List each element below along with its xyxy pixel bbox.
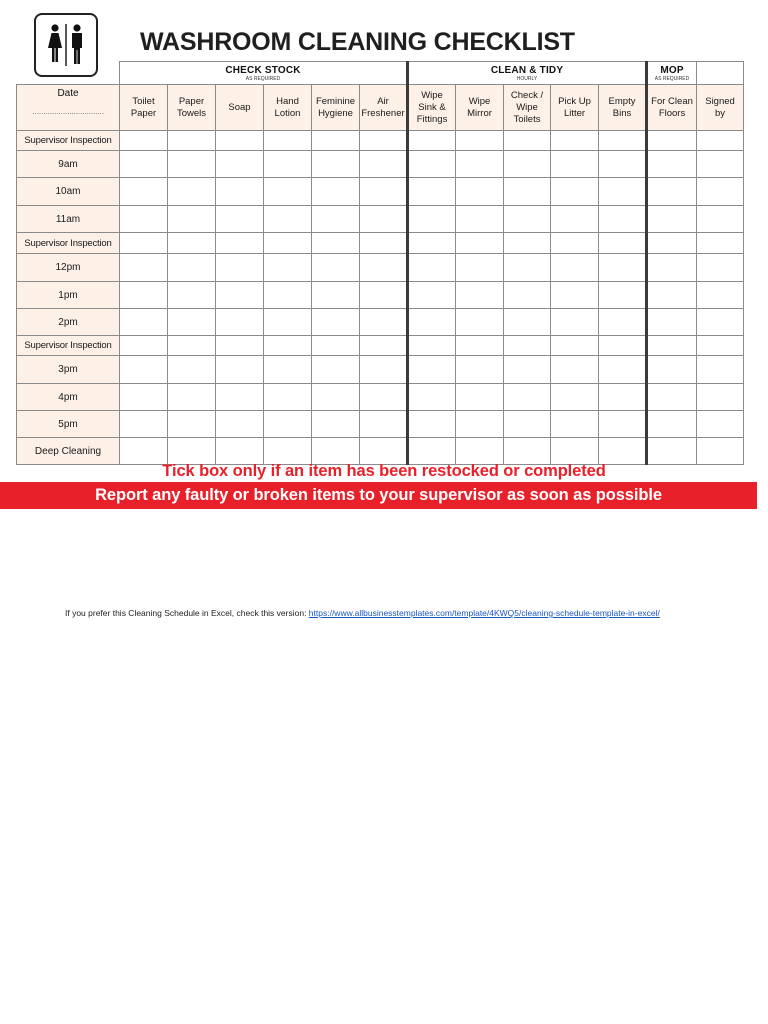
checkbox-cell[interactable]	[360, 384, 408, 411]
checkbox-cell[interactable]	[647, 254, 697, 282]
checkbox-cell[interactable]	[456, 438, 504, 465]
table-row	[17, 206, 744, 233]
checkbox-cell[interactable]	[264, 309, 312, 336]
column-header-line: by	[715, 107, 726, 119]
checkbox-cell[interactable]	[312, 384, 360, 411]
checkbox-cell[interactable]	[647, 178, 697, 206]
group-clean-tidy	[408, 62, 647, 85]
checkbox-cell[interactable]	[120, 309, 168, 336]
checkbox-cell[interactable]	[456, 233, 504, 254]
checkbox-cell[interactable]	[504, 438, 551, 465]
checkbox-cell[interactable]	[264, 336, 312, 356]
checkbox-cell[interactable]	[647, 336, 697, 356]
checkbox-cell[interactable]	[504, 356, 551, 384]
checkbox-cell[interactable]	[360, 151, 408, 178]
column-header	[120, 85, 168, 131]
checkbox-cell[interactable]	[216, 336, 264, 356]
checkbox-cell[interactable]	[697, 384, 744, 411]
column-header-line: Paper	[178, 95, 205, 107]
checkbox-cell[interactable]	[168, 178, 216, 206]
group-subtitle: HOURLY	[516, 75, 538, 82]
checkbox-cell[interactable]	[216, 282, 264, 309]
row-label: 4pm	[17, 384, 120, 411]
checkbox-cell[interactable]	[647, 151, 697, 178]
column-header-line: Paper	[130, 107, 157, 119]
checkbox-cell[interactable]	[504, 131, 551, 151]
checkbox-cell[interactable]	[697, 233, 744, 254]
checkbox-cell[interactable]	[264, 151, 312, 178]
column-header-line: Soap	[228, 101, 251, 113]
checkbox-cell[interactable]	[697, 411, 744, 438]
row-label: Supervisor Inspection	[17, 336, 120, 356]
checkbox-cell[interactable]	[697, 438, 744, 465]
column-header	[456, 85, 504, 131]
checkbox-cell[interactable]	[120, 336, 168, 356]
column-header-line: Wipe	[421, 89, 443, 101]
checkbox-cell[interactable]	[697, 356, 744, 384]
checkbox-cell[interactable]	[312, 356, 360, 384]
column-header	[504, 85, 551, 131]
checkbox-cell[interactable]	[456, 411, 504, 438]
checkbox-cell[interactable]	[697, 178, 744, 206]
checkbox-cell[interactable]	[264, 282, 312, 309]
checkbox-cell[interactable]	[551, 131, 599, 151]
checkbox-cell[interactable]	[456, 282, 504, 309]
checkbox-cell[interactable]	[408, 131, 456, 151]
checkbox-cell[interactable]	[312, 206, 360, 233]
checkbox-cell[interactable]	[599, 411, 647, 438]
checkbox-cell[interactable]	[168, 282, 216, 309]
checkbox-cell[interactable]	[264, 131, 312, 151]
table-row	[17, 411, 744, 438]
checkbox-cell[interactable]	[647, 206, 697, 233]
checkbox-cell[interactable]	[551, 282, 599, 309]
checkbox-cell[interactable]	[120, 356, 168, 384]
checkbox-cell[interactable]	[551, 336, 599, 356]
checkbox-cell[interactable]	[599, 438, 647, 465]
checkbox-cell[interactable]	[216, 356, 264, 384]
checkbox-cell[interactable]	[551, 411, 599, 438]
checkbox-cell[interactable]	[647, 356, 697, 384]
checkbox-cell[interactable]	[312, 151, 360, 178]
checkbox-cell[interactable]	[697, 254, 744, 282]
checkbox-cell[interactable]	[697, 282, 744, 309]
checkbox-cell[interactable]	[408, 254, 456, 282]
column-header-line: Sink &	[418, 101, 446, 113]
checkbox-cell[interactable]	[216, 178, 264, 206]
column-header	[264, 85, 312, 131]
checkbox-cell[interactable]	[504, 151, 551, 178]
checkbox-cell[interactable]	[408, 309, 456, 336]
row-label: 9am	[17, 151, 120, 178]
column-header	[216, 85, 264, 131]
date-label: Date	[57, 88, 79, 99]
checklist-table	[16, 61, 744, 465]
column-header	[647, 85, 697, 131]
table-row	[17, 356, 744, 384]
checkbox-cell[interactable]	[168, 336, 216, 356]
table-row	[17, 309, 744, 336]
checkbox-cell[interactable]	[456, 131, 504, 151]
checkbox-cell[interactable]	[168, 309, 216, 336]
checkbox-cell[interactable]	[551, 151, 599, 178]
checkbox-cell[interactable]	[408, 178, 456, 206]
column-header	[312, 85, 360, 131]
checkbox-cell[interactable]	[264, 178, 312, 206]
group-check-stock	[120, 62, 408, 85]
checkbox-cell[interactable]	[647, 411, 697, 438]
row-label: Supervisor Inspection	[17, 233, 120, 254]
date-header	[17, 85, 120, 131]
checkbox-cell[interactable]	[504, 178, 551, 206]
checkbox-cell[interactable]	[647, 384, 697, 411]
blank-corner	[17, 62, 120, 85]
checkbox-cell[interactable]	[599, 384, 647, 411]
checkbox-cell[interactable]	[551, 356, 599, 384]
checkbox-cell[interactable]	[551, 206, 599, 233]
column-header-line: Floors	[658, 107, 686, 119]
checkbox-cell[interactable]	[360, 233, 408, 254]
column-header	[408, 85, 456, 131]
checkbox-cell[interactable]	[216, 438, 264, 465]
checkbox-cell[interactable]	[264, 233, 312, 254]
checkbox-cell[interactable]	[120, 131, 168, 151]
checkbox-cell[interactable]	[408, 384, 456, 411]
checkbox-cell[interactable]	[504, 309, 551, 336]
group-title: CHECK STOCK	[225, 64, 301, 76]
checkbox-cell[interactable]	[408, 356, 456, 384]
checkbox-cell[interactable]	[264, 411, 312, 438]
row-label: Supervisor Inspection	[17, 131, 120, 151]
checkbox-cell[interactable]	[408, 282, 456, 309]
checkbox-cell[interactable]	[551, 384, 599, 411]
column-header-line: Freshener	[361, 107, 405, 119]
checkbox-cell[interactable]	[504, 206, 551, 233]
checkbox-cell[interactable]	[408, 438, 456, 465]
checkbox-cell[interactable]	[456, 254, 504, 282]
checkbox-cell[interactable]	[697, 206, 744, 233]
report-banner: Report any faulty or broken items to your supervisor as soon as possible	[0, 482, 757, 509]
checkbox-cell[interactable]	[168, 131, 216, 151]
group-title: CLEAN & TIDY	[490, 64, 564, 76]
column-header	[360, 85, 408, 131]
row-label: 10am	[17, 178, 120, 206]
table-row	[17, 151, 744, 178]
checkbox-cell[interactable]	[312, 233, 360, 254]
checkbox-cell[interactable]	[647, 233, 697, 254]
group-signed-blank	[697, 62, 744, 85]
checkbox-cell[interactable]	[551, 438, 599, 465]
group-mop	[647, 62, 697, 85]
table-row	[17, 233, 744, 254]
column-header-line: Hygiene	[318, 107, 353, 119]
checkbox-cell[interactable]	[408, 233, 456, 254]
checkbox-cell[interactable]	[360, 336, 408, 356]
checkbox-cell[interactable]	[216, 254, 264, 282]
checkbox-cell[interactable]	[120, 233, 168, 254]
checkbox-cell[interactable]	[216, 131, 264, 151]
checkbox-cell[interactable]	[360, 254, 408, 282]
column-header-line: Pick Up	[558, 95, 591, 107]
column-header-line: Toilet	[132, 95, 155, 107]
checkbox-cell[interactable]	[168, 411, 216, 438]
excel-note-text: If you prefer this Cleaning Schedule in Excel, check this version:	[65, 608, 309, 618]
checkbox-cell[interactable]	[599, 131, 647, 151]
checkbox-cell[interactable]	[312, 336, 360, 356]
column-header-line: Air	[377, 95, 389, 107]
checkbox-cell[interactable]	[697, 151, 744, 178]
checkbox-cell[interactable]	[551, 309, 599, 336]
group-subtitle: AS REQUIRED	[245, 75, 281, 82]
checkbox-cell[interactable]	[504, 384, 551, 411]
checkbox-cell[interactable]	[120, 206, 168, 233]
excel-template-link[interactable]: https://www.allbusinesstemplates.com/template/4KWQ5/cleaning-schedule-template-in-excel/	[308, 608, 660, 618]
checkbox-cell[interactable]	[599, 309, 647, 336]
checkbox-cell[interactable]	[360, 356, 408, 384]
checkbox-cell[interactable]	[360, 206, 408, 233]
checkbox-cell[interactable]	[599, 233, 647, 254]
table-row	[17, 336, 744, 356]
column-header-line: Feminine	[315, 95, 356, 107]
checkbox-cell[interactable]	[599, 206, 647, 233]
checkbox-cell[interactable]	[408, 206, 456, 233]
column-header-line: Empty	[608, 95, 636, 107]
checkbox-cell[interactable]	[551, 233, 599, 254]
group-title: MOP	[660, 64, 684, 76]
checkbox-cell[interactable]	[168, 151, 216, 178]
column-header-line: Wipe	[468, 95, 491, 107]
group-subtitle: AS REQUIRED	[654, 75, 690, 82]
checkbox-cell[interactable]	[360, 438, 408, 465]
checkbox-cell[interactable]	[456, 151, 504, 178]
row-label: 5pm	[17, 411, 120, 438]
column-header-line: Check /	[510, 89, 544, 101]
column-header-line: Signed	[705, 95, 735, 107]
checkbox-cell[interactable]	[697, 309, 744, 336]
checkbox-cell[interactable]	[168, 206, 216, 233]
row-label: Deep Cleaning	[17, 438, 120, 465]
checkbox-cell[interactable]	[216, 384, 264, 411]
checkbox-cell[interactable]	[168, 384, 216, 411]
table-row	[17, 131, 744, 151]
column-header-line: Fittings	[416, 113, 448, 125]
checkbox-cell[interactable]	[456, 356, 504, 384]
column-header	[168, 85, 216, 131]
checkbox-cell[interactable]	[599, 178, 647, 206]
checkbox-cell[interactable]	[551, 178, 599, 206]
checkbox-cell[interactable]	[120, 254, 168, 282]
column-header-line: Wipe	[516, 101, 538, 113]
checkbox-cell[interactable]	[504, 411, 551, 438]
checkbox-cell[interactable]	[456, 206, 504, 233]
checkbox-cell[interactable]	[504, 254, 551, 282]
checkbox-cell[interactable]	[456, 384, 504, 411]
checkbox-cell[interactable]	[312, 178, 360, 206]
checkbox-cell[interactable]	[216, 309, 264, 336]
checkbox-cell[interactable]	[168, 356, 216, 384]
checkbox-cell[interactable]	[599, 356, 647, 384]
row-label: 1pm	[17, 282, 120, 309]
row-label: 2pm	[17, 309, 120, 336]
checkbox-cell[interactable]	[360, 309, 408, 336]
page-title: WASHROOM CLEANING CHECKLIST	[140, 28, 575, 56]
checkbox-cell[interactable]	[360, 178, 408, 206]
checkbox-cell[interactable]	[504, 233, 551, 254]
checkbox-cell[interactable]	[264, 356, 312, 384]
column-header	[697, 85, 744, 131]
checkbox-cell[interactable]	[697, 336, 744, 356]
checkbox-cell[interactable]	[312, 309, 360, 336]
table-row	[17, 282, 744, 309]
checkbox-cell[interactable]	[504, 282, 551, 309]
checkbox-cell[interactable]	[599, 254, 647, 282]
checkbox-cell[interactable]	[647, 438, 697, 465]
checkbox-cell[interactable]	[264, 384, 312, 411]
checkbox-cell[interactable]	[408, 151, 456, 178]
checkbox-cell[interactable]	[168, 254, 216, 282]
checkbox-cell[interactable]	[216, 206, 264, 233]
row-label: 11am	[17, 206, 120, 233]
checkbox-cell[interactable]	[504, 336, 551, 356]
checkbox-cell[interactable]	[312, 282, 360, 309]
table-row	[17, 384, 744, 411]
checkbox-cell[interactable]	[264, 438, 312, 465]
checkbox-cell[interactable]	[264, 254, 312, 282]
checkbox-cell[interactable]	[647, 282, 697, 309]
checkbox-cell[interactable]	[408, 411, 456, 438]
checkbox-cell[interactable]	[456, 178, 504, 206]
checkbox-cell[interactable]	[168, 438, 216, 465]
checkbox-cell[interactable]	[360, 131, 408, 151]
checkbox-cell[interactable]	[120, 282, 168, 309]
checkbox-cell[interactable]	[599, 151, 647, 178]
table-row	[17, 438, 744, 465]
column-header-line: Towels	[176, 107, 207, 119]
checkbox-cell[interactable]	[120, 384, 168, 411]
column-header-line: Bins	[612, 107, 632, 119]
column-header-line: Mirror	[467, 107, 492, 119]
table-row	[17, 178, 744, 206]
tick-instruction: Tick box only if an item has been restocked or completed	[162, 462, 606, 480]
row-label: 3pm	[17, 356, 120, 384]
checkbox-cell[interactable]	[360, 411, 408, 438]
group-header-row	[17, 62, 744, 85]
checkbox-cell[interactable]	[312, 254, 360, 282]
checkbox-cell[interactable]	[456, 309, 504, 336]
checkbox-cell[interactable]	[120, 438, 168, 465]
column-header-line: For Clean	[651, 95, 693, 107]
checkbox-cell[interactable]	[120, 151, 168, 178]
checkbox-cell[interactable]	[551, 254, 599, 282]
checkbox-cell[interactable]	[456, 336, 504, 356]
checkbox-cell[interactable]	[168, 233, 216, 254]
checkbox-cell[interactable]	[312, 131, 360, 151]
column-header-row	[17, 85, 744, 131]
checkbox-cell[interactable]	[264, 206, 312, 233]
checkbox-cell[interactable]	[599, 282, 647, 309]
checkbox-cell[interactable]	[120, 411, 168, 438]
column-header-line: Hand	[276, 95, 299, 107]
checkbox-cell[interactable]	[216, 411, 264, 438]
checkbox-cell[interactable]	[360, 282, 408, 309]
checkbox-cell[interactable]	[599, 336, 647, 356]
table-row	[17, 254, 744, 282]
checkbox-cell[interactable]	[647, 309, 697, 336]
checkbox-cell[interactable]	[647, 131, 697, 151]
checkbox-cell[interactable]	[697, 131, 744, 151]
column-header-line: Toilets	[513, 113, 541, 125]
checkbox-cell[interactable]	[312, 411, 360, 438]
column-header	[599, 85, 647, 131]
column-header-line: Litter	[563, 107, 586, 119]
excel-version-note	[65, 607, 705, 620]
checkbox-cell[interactable]	[216, 233, 264, 254]
date-dots: ……………………………	[32, 109, 104, 116]
checkbox-cell[interactable]	[408, 336, 456, 356]
checkbox-cell[interactable]	[120, 178, 168, 206]
checkbox-cell[interactable]	[312, 438, 360, 465]
column-header-line: Lotion	[274, 107, 301, 119]
row-label: 12pm	[17, 254, 120, 282]
column-header	[551, 85, 599, 131]
checkbox-cell[interactable]	[216, 151, 264, 178]
